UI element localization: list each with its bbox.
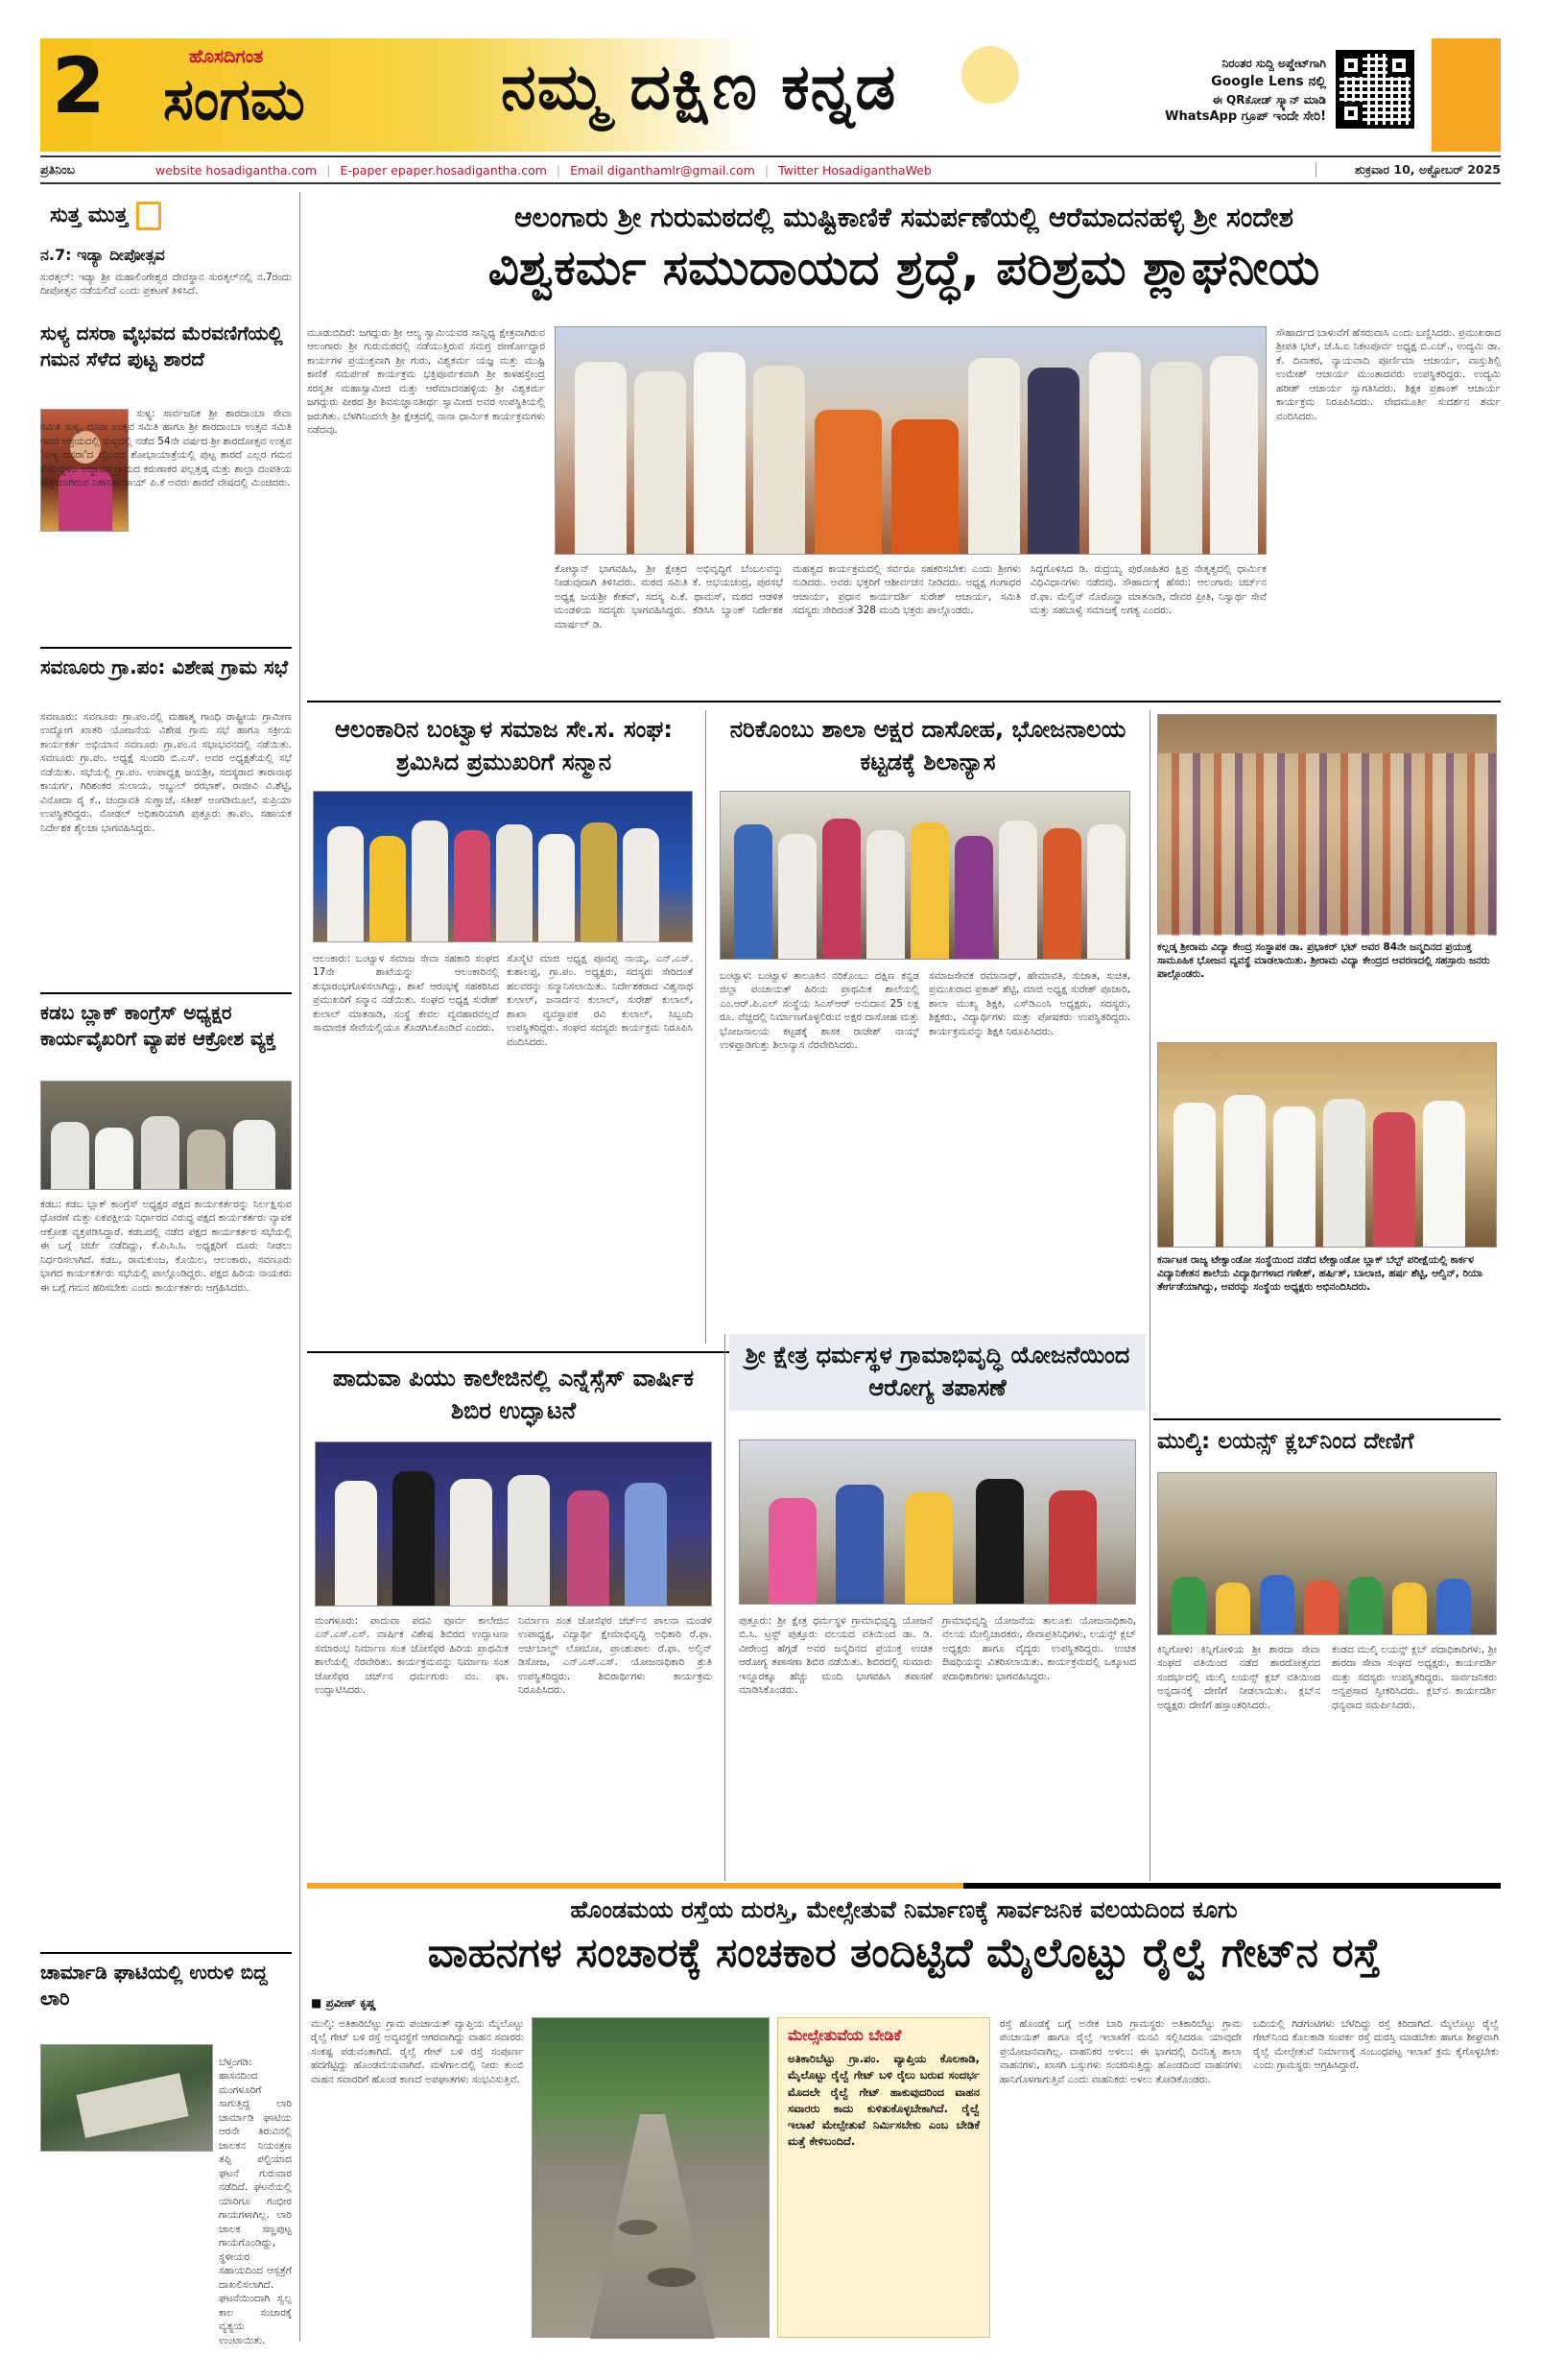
masthead-orange-tab: [1432, 38, 1501, 152]
brief-title: ಚಾರ್ಮಾಡಿ ಘಾಟಿಯಲ್ಲಿ ಉರುಳಿ ಬಿದ್ದ ಲಾರಿ: [40, 1961, 268, 2010]
mass-lunch-photo: [1157, 714, 1497, 935]
photo-caption: ಕರ್ನಾಟಕ ರಾಜ್ಯ ಟೇಕ್ವಾಂಡೋ ಸಂಸ್ಥೆಯಿಂದ ನಡೆದ ಟೇಕ್ವಾಂಡೋ ಬ್ಲಾಕ್ ಬೆಲ್ಟ್ ಪರೀಕ್ಷೆಯಲ್ಲಿ ಕಾರ್ಕಳ ವಿದ್ಯಾನಿಕೇತನ ಶಾಲೆಯ ವಿದ್ಯಾರ್ಥಿಗಳಾದ ಗಣೇಶ್, ಹರ್ಷಿತ್, ಬಾಲಾಜಿ, ಹರ್ಷ ಶೆಟ್ಟಿ, ಆಲ್ವಿನ್, ರಿಯಾ ತೇರ್ಗಡೆಯಾಗಿದ್ದು, ಅವರನ್ನು ಸಂಸ್ಥೆಯ ಅಧ್ಯಕ್ಷರು ಅಭಿನಂದಿಸಿದರು.: [1157, 1254, 1483, 1294]
road-col-2: ರಸ್ತೆ ಹೊಂಡಕ್ಕೆ ಬಗ್ಗೆ ಅನೇಕ ಬಾರಿ ಗ್ರಾಮಸ್ಥರು ಅತಿಕಾರಿಬೆಟ್ಟು ಗ್ರಾಮ ಪಂಚಾಯತ್ ಹಾಗೂ ರೈಲ್ವೆ ಇಲಾಖೆಗೆ ಮನವಿ ಸಲ್ಲಿಸಿದರೂ ಯಾವುದೇ ಪ್ರಯೋಜನವಾಗಿಲ್ಲ. ವಾಹನಿಕರ ಅಳಲು: ಈ ಭಾಗದಲ್ಲಿ ದಿನನಿತ್ಯ ಶಾಲಾ ವಾಹನಗಳು, ಖಾಸಗಿ ಬಸ್ಸುಗಳು ಸಂಚರಿಸುತ್ತಿದ್ದು ಹೊಂಡದಿಂದ ವಾಹನಗಳು ಹಾನಿಗೊಳಗಾಗುತ್ತಿವೆ ಎಂದು ವಾಹನಿಕರು ಅಳಲು ತೋಡಿಕೊಂಡರು.: [1000, 2018, 1245, 2085]
lead-kicker: ಆಲಂಗಾರು ಶ್ರೀ ಗುರುಮಠದಲ್ಲಿ ಮುಷ್ಟಿಕಾಣಿಕೆ ಸಮರ್ಪಣೆಯಲ್ಲಿ ಆರೆಮಾದನಹಳ್ಳಿ ಶ್ರೀ ಸಂದೇಶ: [514, 202, 1293, 233]
brief-text: ಸವಣೂರು: ಸವಣೂರು ಗ್ರಾ.ಪಂ.ನಲ್ಲಿ ಮಹಾತ್ಮ ಗಾಂಧಿ ರಾಷ್ಟ್ರೀಯ ಗ್ರಾಮೀಣ ಉದ್ಯೋಗ ಖಾತರಿ ಯೋಜನೆಯ ವಿಶೇಷ ಗ್ರಾಮ ಸಭೆ ಹಾಗೂ ಸಕ್ರೀಯ ಕಾರ್ಯಕರ್ತ ಅಭಿಯಾನ ಸವಣೂರು ಗ್ರಾ.ಪಂ.ನ ಸಭಾಭವನದಲ್ಲಿ ನಡೆಯಿತು. ಸವಣೂರು ಗ್ರಾ.ಪಂ. ಅಧ್ಯಕ್ಷೆ ಸುಂದರಿ ಬಿ.ಎಸ್. ಅವರ ಅಧ್ಯಕ್ಷತೆಯಲ್ಲಿ ಸಭೆ ನಡೆಯಿತು. ಸಭೆಯಲ್ಲಿ ಗ್ರಾ.ಪಂ. ಉಪಾಧ್ಯಕ್ಷ ಜಯಶ್ರೀ, ಸದಸ್ಯರಾದ ತಾರಾನಾಥ ಕಾಯರ್ಗ, ಗಿರಿಶಂಕರ ಸುಲಾಯ, ಅಬ್ದುಲ್ ರಝಾಕ್, ರಾಜೀವಿ ವಿ.ಶೆಟ್ಟಿ, ವಿನೋದಾ ರೈ ಕೆ., ಚಂದ್ರಾವತಿ ಸುಣ್ಣಾಜೆ, ಸತೀಶ್ ಅಂಗಡಿಮೂಲೆ, ಸುಪ್ರಿಯಾ ಉಪಸ್ಥಿತರಿದ್ದರು. ನೋಡಲ್ ಅಧಿಕಾರಿಯಾಗಿ ಪುತ್ತೂರು ತಾ.ಪಂ. ಸಹಾಯಕ ನಿರ್ದೇಶಕ ಶೈಲಜಾ ಭಾಗವಹಿಸಿದ್ದರು.: [40, 711, 296, 834]
lead-col-1: ಮೂಡುಬಿದಿರೆ: ಜಗದ್ಗುರು ಶ್ರೀ ಆಲ್ಯ ಸ್ವಾಮಿಯವರ ಸಾನ್ನಿಧ್ಯ ಕ್ಷೇತ್ರವಾಗಿರುವ ಆಲಂಗಾರು ಶ್ರೀ ಗುರುಮಠದಲ್ಲಿ ನಡೆಯುತ್ತಿರುವ ಸಮಗ್ರ ಜೀರ್ಣೋದ್ಧಾರ ಕಾರ್ಯಗಳ ಪ್ರಯುಕ್ತವಾಗಿ ಶ್ರೀ ಗುರು, ವಿಶ್ವಕರ್ಮ ಯಜ್ಞ ಮತ್ತು ಮುಷ್ಟಿ ಕಾಣಿಕೆ ಸಮರ್ಪಣೆ ಕಾರ್ಯಕ್ರಮ ಭಕ್ತಿಪೂರ್ವಕವಾಗಿ ಶ್ರೀ ಕಾಳಹಸ್ತೇಂದ್ರ ಸರಸ್ವತೀ ಮಹಾಸ್ವಾಮೀಜಿ ಮತ್ತು ಆರೆಮಾದನಹಳ್ಳಿಯ ಶ್ರೀ ವಿಶ್ವಕರ್ಮ ಜಗದ್ಗುರು ಪೀಠದ ಶ್ರೀ ಶಿವಸುಜ್ಞಾನತೀರ್ಥ ಸ್ವಾಮೀಜಿ ಅವರ ಉಪಸ್ಥಿತಿಯಲ್ಲಿ ಜರುಗಿತು. ಬೆಳಗಿನಿಂದಲೇ ಶ್ರೀ ಕ್ಷೇತ್ರದಲ್ಲಿ ನಾನಾ ಧಾರ್ಮಿಕ ಕಾರ್ಯಕ್ರಮಗಳು ನಡೆದವು.: [307, 327, 549, 437]
narikombu-col-1: ಬಂಟ್ವಾಳ: ಬಂಟ್ವಾಳ ತಾಲೂಕಿನ ನರಿಕೊಂಬು ದಕ್ಷಿಣ ಕನ್ನಡ ಜಿಲ್ಲಾ ಪಂಚಾಯತ್ ಹಿರಿಯ ಪ್ರಾಥಮಿಕ ಶಾಲೆಯಲ್ಲಿ ಎಂ.ಆರ್.ಪಿ.ಎಲ್ ಸಂಸ್ಥೆಯ ಸಿಎಸ್‌ಆರ್ ಅನುದಾನ 25 ಲಕ್ಷ ರೂ. ವೆಚ್ಚದಲ್ಲಿ ನಿರ್ಮಾಣಗೊಳ್ಳಲಿರುವ ಅಕ್ಷರ ದಾಸೋಹ ಮತ್ತು ಭೋಜನಾಲಯ ಕಟ್ಟಡಕ್ಕೆ ಶಾಸಕ ರಾಜೇಶ್ ನಾಯ್ಕ್ ಉಳಿಪ್ಪಾಡಿಗುತ್ತು ಶಿಲಾನ್ಯಾಸ ನೆರವೇರಿಸಿದರು.: [720, 970, 923, 1052]
story-mulki: [1153, 1418, 1501, 1879]
info-bar: ಪ್ರತಿನಿಂಬ website hosadigantha.com | E-paper epaper.hosadigantha.com | Email diganthamlr@gmail.com | Twitter HosadiganthaWeb ಶುಕ್ರವಾರ 10, ಅಕ್ಟೋಬರ್ 2025: [40, 155, 1501, 184]
email-link[interactable]: Email diganthamlr@gmail.com: [570, 162, 755, 178]
epaper-link[interactable]: E-paper epaper.hosadigantha.com: [340, 162, 547, 178]
book-icon: [136, 202, 161, 230]
lead-col-2: ಕೋಟ್ಯಾನ್ ಭಾಗವಹಿಸಿ, ಶ್ರೀ ಕ್ಷೇತ್ರದ ಅಭಿವೃದ್ಧಿಗೆ ಬೆಂಬಲವನ್ನು ನೀಡುವುದಾಗಿ ತಿಳಿಸಿದರು. ಮಠದ ಸಮಿತಿ ಕೆ. ಅಭಯಚಂದ್ರ, ಪುರಸಭೆ ಅಧ್ಯಕ್ಷ ಜಯಶ್ರೀ ಕೇಶವ್, ಸದಸ್ಯ ಪಿ.ಕೆ. ಥಾಮಸ್, ಮಠದ ಆಡಳಿತ ಮಂಡಳಿಯ ಸದಸ್ಯರು ಭಾಗವಹಿಸಿದ್ದರು. ಕೆಡಿಸಿಸಿ ಬ್ಯಾಂಕ್ ನಿರ್ದೇಶಕ ಮಾರ್ಷಲ್ ಡಿ.: [555, 563, 787, 631]
box-text: ಅತಿಕಾರಿಬೆಟ್ಟು ಗ್ರಾ.ಪಂ. ವ್ಯಾಪ್ತಿಯ ಕೊಲಕಾಡಿ, ಮೈಲೊಟ್ಟು ರೈಲ್ವೆ ಗೇಟ್ ಬಳಿ ರೈಲು ಬರುವ ಸಂದರ್ಭ ಮೊದಲೇ ರೈಲ್ವೆ ಗೇಟ್ ಹಾಕುವುದರಿಂದ ವಾಹನ ಸವಾರರು ಕಾದು ಕುಳಿತುಕೊಳ್ಳಬೇಕಾಗಿದೆ. ರೈಲ್ವೆ ಇಲಾಖೆ ಮೇಲ್ಸೇತುವೆ ನಿರ್ಮಿಸಬೇಕು ಎಂಬ ಬೇಡಿಕೆ ಮತ್ತೆ ಕೇಳಿಬಂದಿದೆ.: [788, 2052, 980, 2149]
dharmasthala-col-2: ಗ್ರಾಮಾಭಿವೃದ್ಧಿ ಯೋಜನೆಯ ತಾಲೂಕು ಯೋಜನಾಧಿಕಾರಿ, ವಲಯ ಮೇಲ್ವಿಚಾರಕರು, ಸೇವಾಪ್ರತಿನಿಧಿಗಳು, ಲಯನ್ಸ್ ಕ್ಲಬ್ ಅಧ್ಯಕ್ಷರು ಹಾಗೂ ವೈದ್ಯರು ಉಪಸ್ಥಿತರಿದ್ದರು. ಉಚಿತ ಔಷಧಿಯನ್ನು ವಿತರಿಸಲಾಯಿತು. ಕಾರ್ಯಕ್ರಮದಲ್ಲಿ ಒಕ್ಕೂಟದ ಪದಾಧಿಕಾರಿಗಳು ಭಾಗವಹಿಸಿದ್ದರು.: [942, 1615, 1140, 1682]
lead-photo-ceremony: [555, 326, 1267, 555]
bantwal-felicitation-photo: [313, 791, 693, 942]
road-col-3: ಬದಿಯಲ್ಲಿ ಗಿಡಗಂಟಿಗಳು ಬೆಳೆದಿದ್ದು ರಸ್ತೆ ಕಿರಿದಾಗಿದೆ. ಮೈಲೊಟ್ಟು ರೈಲ್ವೆ ಗೇಟ್‌ನಿಂದ ಕೊಲಕಾಡಿ ಸಂಪರ್ಕ ರಸ್ತೆ ದುರಸ್ತಿ ಮಾಡಬೇಕು ಹಾಗೂ ಶೀಘ್ರವಾಗಿ ರೈಲ್ವೆ ಮೇಲ್ಸೇತುವೆ ನಿರ್ಮಾಣಕ್ಕೆ ಸಂಬಂಧಪಟ್ಟ ಇಲಾಖೆ ಕ್ರಮ ಕೈಗೊಳ್ಳಬೇಕು ಎಂದು ಗ್ರಾಮಸ್ಥರು ಆಗ್ರಹಿಸಿದ್ದಾರೆ.: [1253, 2018, 1503, 2072]
brief-text: ಸುರತ್ಕಲ್: ಇಡ್ಯಾ ಶ್ರೀ ಮಹಾಲಿಂಗೇಶ್ವರ ದೇವಸ್ಥಾನ ಸುರತ್ಕಲ್‌ನಲ್ಲಿ ನ.7ರಂದು ದೀಪೋತ್ಸವ ನಡೆಯಲಿದೆ ಎಂದು ಪ್ರಕಟಣೆ ತಿಳಿಸಿದೆ.: [40, 272, 296, 298]
narikombu-foundation-photo: [720, 791, 1130, 960]
qr-code-icon[interactable]: [1336, 50, 1414, 129]
paaduva-col-1: ಮಂಗಳೂರು: ಪಾದುವಾ ಪದವಿ ಪೂರ್ವ ಕಾಲೇಜಿನ ಎನ್.ಎಸ್.ಎಸ್. ವಾರ್ಷಿಕ ವಿಶೇಷ ಶಿಬಿರದ ಉದ್ಘಾಟನಾ ಸಮಾರಂಭ ನಿರ್ಮಾಣ ಸಂತ ಜೋಸೆಫರ ಹಿರಿಯ ಪ್ರಾಥಮಿಕ ಶಾಲೆಯಲ್ಲಿ ನೆರವೇರಿತು. ಕಾರ್ಯಕ್ರಮವನ್ನು ನಿರ್ಮಾಣ ಸಂತ ಜೋಸೆಫರ ಚರ್ಚ್‌ನ ಧರ್ಮಗುರು ವಂ. ಫಾ. ಉದ್ಘಾಟಿಸಿದರು.: [315, 1615, 512, 1697]
story-headline: ಆಲಂಕಾರಿನ ಬಂಟ್ವಾಳ ಸಮಾಜ ಸೇ.ಸ. ಸಂಘ: ಶ್ರಮಿಸಿದ ಪ್ರಮುಖರಿಗೆ ಸನ್ಮಾನ: [335, 716, 673, 775]
congress-meeting-photo: [40, 1081, 292, 1190]
photo-caption: ಕಲ್ಲಡ್ಕ ಶ್ರೀರಾಮ ವಿದ್ಯಾ ಕೇಂದ್ರ ಸಂಸ್ಥಾಪಕ ಡಾ. ಪ್ರಭಾಕರ್ ಭಟ್ ಅವರ 84ನೇ ಜನ್ಮದಿನದ ಪ್ರಯುಕ್ತ ಸಾಮೂಹಿಕ ಭೋಜನ ವ್ಯವಸ್ಥೆ ಮಾಡಲಾಯಿತು. ಶ್ರೀರಾಮ ವಿದ್ಯಾ ಕೇಂದ್ರದ ಆವರಣದಲ್ಲಿ ಸಹಸ್ರಾರು ಜನರು ಪಾಲ್ಗೊಂಡರು.: [1157, 941, 1490, 981]
brand-small: ಹೊಸದಿಗಂತ: [189, 46, 264, 67]
sidebar-box: [777, 2017, 990, 2338]
lions-club-photo: [1157, 1472, 1497, 1635]
masthead: [40, 38, 1501, 152]
story-headline: ನರಿಕೊಂಬು ಶಾಲಾ ಅಕ್ಷರ ದಾಸೋಹ, ಭೋಜನಾಲಯ ಕಟ್ಟಡಕ್ಕೆ ಶಿಲಾನ್ಯಾಸ: [729, 716, 1126, 775]
byline: ■ ಪ್ರವೀಣ್ ಕೃಷ್ಣ: [311, 1996, 376, 2010]
story-headline: ಪಾದುವಾ ಪಿಯು ಕಾಲೇಜಿನಲ್ಲಿ ಎನ್ನೆಸ್ಸೆಸ್ ವಾರ್ಷಿಕ ಶಿಬಿರ ಉದ್ಘಾಟನೆ: [332, 1365, 695, 1424]
box-title: ಮೇಲ್ಸೇತುವೆಯ ಬೇಡಿಕೆ: [788, 2026, 902, 2044]
lead-headline: ವಿಶ್ವಕರ್ಮ ಸಮುದಾಯದ ಶ್ರದ್ಧೆ, ಪರಿಶ್ರಮ ಶ್ಲಾಘನೀಯ: [487, 240, 1320, 296]
narikombu-col-2: ಸಮಾಜಸೇವಕ ರಮಾನಾಥ್, ಹೇಮಾವತಿ, ಸುಜಾತ, ಸುಚಿತ, ಪ್ರಮುಖರಾದ ಪ್ರಕಾಶ್ ಶೆಟ್ಟಿ, ಮಾಜಿ ಅಧ್ಯಕ್ಷ ಸುರೇಶ್ ಪೂಜಾರಿ, ಶಾಲಾ ಮುಖ್ಯ ಶಿಕ್ಷಕಿ, ಎಸ್‌ಡಿಎಂಸಿ ಅಧ್ಯಕ್ಷರು, ಸದಸ್ಯರು, ಶಿಕ್ಷಕರು, ವಿದ್ಯಾರ್ಥಿಗಳು ಮತ್ತು ಪೋಷಕರು ಉಪಸ್ಥಿತರಿದ್ದರು. ಕಾರ್ಯಕ್ರಮವನ್ನು ಶಿಕ್ಷಕಿ ನಿರೂಪಿಸಿದರು.: [929, 970, 1134, 1037]
lead-col-4: ಸಿದ್ಧಗೊಳಿಸಿದ ಡಿ. ರುದ್ರಯ್ಯ ಪುರೋಹಿತರ ಕ್ಷಿಪ್ರ ನೇತೃತ್ವದಲ್ಲಿ ಧಾರ್ಮಿಕ ವಿಧಿವಿಧಾನಗಳು ನಡೆದವು. ಸೌಹಾರ್ದಕ್ಕೆ ಹೆಸರು: ಆಲಂಗಾರು ಚರ್ಚ್‌ನ ರೆ.ಫಾ. ಮೆಲ್ವಿನ್ ನೊರೊನ್ಹಾ ಮಾತನಾಡಿ, ದೇವರ ಪ್ರೀತಿ, ನಿಸ್ವಾರ್ಥ ಸೇವೆ ಮತ್ತು ಸಹಬಾಳ್ವೆ ಸಮಾಜಕ್ಕೆ ಅಗತ್ಯ ಎಂದರು.: [1031, 563, 1270, 617]
promo-text: ನಿರಂತರ ಸುದ್ದಿ ಅಪ್ಡೇಟ್‌ಗಾಗಿ Google Lens ನಲ್ಲಿ ಈ QRಕೋಡ್ ಸ್ಕ್ಯಾನ್ ಮಾಡಿ WhatsApp ಗ್ರೂಪ್ ಇಂದೇ ಸೇರಿ!: [1165, 57, 1326, 125]
sun-decoration: [961, 46, 1019, 104]
lead-col-3: ಮಹತ್ವದ ಕಾರ್ಯಕ್ರಮದಲ್ಲಿ ಸರ್ವರೂ ಸಹಕರಿಸಬೇಕು ಎಂದು ಶ್ರೀಗಳು ನುಡಿದರು. ಅವರು ಭಕ್ತರಿಗೆ ಆಶೀರ್ವಚನ ನೀಡಿದರು. ಅಧ್ಯಕ್ಷ ಗಂಗಾಧರ ಆಚಾರ್ಯ, ಪ್ರಧಾನ ಕಾರ್ಯದರ್ಶಿ ಸುರೇಶ್ ಆಚಾರ್ಯ, ಸಮಿತಿ ಸದಸ್ಯರು ಸೇರಿದಂತೆ 328 ಮಂದಿ ಭಕ್ತರು ಪಾಲ್ಗೊಂಡರು.: [793, 563, 1025, 617]
road-kicker: ಹೊಂಡಮಯ ರಸ್ತೆಯ ದುರಸ್ತಿ, ಮೇಲ್ಸೇತುವೆ ನಿರ್ಮಾಣಕ್ಕೆ ಸಾರ್ವಜನಿಕ ವಲಯದಿಂದ ಕೂಗು: [570, 1896, 1238, 1923]
story-paaduva: [307, 1359, 720, 1877]
brief-title: ಸುಳ್ಯ ದಸರಾ ವೈಭವದ ಮೆರವಣಿಗೆಯಲ್ಲಿ ಗಮನ ಸೆಳೆದ ಪುಟ್ಟ ಶಾರದೆ: [40, 321, 283, 370]
road-col-1: ಮುಲ್ಕಿ: ಅತಿಕಾರಿಬೆಟ್ಟು ಗ್ರಾಮ ಪಂಚಾಯತ್ ವ್ಯಾಪ್ತಿಯ ಮೈಲೊಟ್ಟು ರೈಲ್ವೆ ಗೇಟ್ ಬಳಿ ರಸ್ತೆ ಅವ್ಯವಸ್ಥೆಗೆ ಆಗರವಾಗಿದ್ದು ವಾಹನ ಸವಾರರು ಸಂಕಷ್ಟ ಪಡುವಂತಾಗಿದೆ. ರೈಲ್ವೆ ಗೇಟ್ ಬಳಿ ರಸ್ತೆ ಸಂಪೂರ್ಣ ಹದಗೆಟ್ಟಿದ್ದು ಹೊಂಡಮಯವಾಗಿದೆ. ಮಳೆಗಾಲದಲ್ಲಿ ನೀರು ತುಂಬಿ ವಾಹನ ಸವಾರರಿಗೆ ಹೊಂಡ ಕಾಣದೆ ಅಪಘಾತಗಳು ಸಂಭವಿಸುತ್ತಿವೆ.: [311, 2018, 528, 2085]
paaduva-col-2: ನಿರ್ಮಾಣ ಸಂತ ಜೋಸೆಫರ ಚರ್ಚ್‌ನ ಪಾಲನಾ ಮಂಡಳಿ ಉಪಾಧ್ಯಕ್ಷ, ವಿದ್ಯಾರ್ಥಿ ಕ್ಷೇಮಾಭಿವೃದ್ಧಿ ಅಧಿಕಾರಿ ರೆ.ಫಾ. ಅರ್ಚಿಬಾಲ್ಡ್ ಲೋಬೋ, ಪ್ರಾಂಶುಪಾಲ ರೆ.ಫಾ. ಅಲ್ವಿನ್ ಡಿಸೋಜ, ಎನ್.ಎಸ್.ಎಸ್. ಯೋಜನಾಧಿಕಾರಿ ಶ್ರುತಿ ಉಪಸ್ಥಿತರಿದ್ದರು. ಶಿಬಿರಾರ್ಥಿಗಳು ಕಾರ್ಯಕ್ರಮ ನಿರೂಪಿಸಿದರು.: [518, 1615, 716, 1697]
brief-title: ನ.7: ಇಡ್ಯಾ ದೀಪೋತ್ಸವ: [40, 246, 165, 264]
brief-title: ಸವಣೂರು ಗ್ರಾ.ಪಂ: ವಿಶೇಷ ಗ್ರಾಮ ಸಭೆ: [40, 655, 289, 678]
lead-col-5: ಸೌಹಾರ್ದದ ಬಾಳುವೆಗೆ ಹೆಸರುವಾಸಿ ಎಂದು ಬಣ್ಣಿಸಿದರು. ಪ್ರಮುಖರಾದ ಶ್ರೀಪತಿ ಭಟ್, ಜೆ.ಸಿ.ಐ ನಿಕಟಪೂರ್ವ ಅಧ್ಯಕ್ಷ ಬಿ.ಎಚ್., ಉದ್ಯಮಿ ಡಾ. ಕೆ. ದಿವಾಕರ, ನ್ಯಾಯವಾದಿ ಪೂರ್ಣಿಮಾ ಆಚಾರ್ಯ, ವಾಸ್ತುಶಿಲ್ಪಿ ಉಮೇಶ್ ಆಚಾರ್ಯ ಮುಂತಾದವರು ಉಪಸ್ಥಿತರಿದ್ದರು. ಉದ್ಯಮಿ ಹರೀಶ್ ಆಚಾರ್ಯ ಸ್ವಾಗತಿಸಿದರು. ಶಿಕ್ಷಕ ಪ್ರಶಾಂತ್ ಆಚಾರ್ಯ ಕಾರ್ಯಕ್ರಮ ನಿರೂಪಿಸಿದರು. ವೇದಮೂರ್ತಿ ಸುದರ್ಶನ ಶರ್ಮ ವಂದಿಸಿದರು.: [1276, 327, 1505, 422]
mulki-col-1: ಕಿನ್ನಿಗೋಳಿ: ಕಿನ್ನಿಗೋಳಿಯ ಶ್ರೀ ಶಾರದಾ ಸೇವಾ ಸಂಘದ ವತಿಯಿಂದ ನಡೆದ ಶಾರದೋತ್ಸವದ ಸಂದರ್ಭದಲ್ಲಿ ಮುಲ್ಕಿ ಲಯನ್ಸ್ ಕ್ಲಬ್ ವತಿಯಿಂದ ಅನ್ನದಾನಕ್ಕೆ ದೇಣಿಗೆ ನೀಡಲಾಯಿತು. ಕ್ಲಬ್‌ನ ಅಧ್ಯಕ್ಷರು ದೇಣಿಗೆ ಹಸ್ತಾಂತರಿಸಿದರು.: [1157, 1644, 1324, 1711]
dharmasthala-col-1: ಪುತ್ತೂರು: ಶ್ರೀ ಕ್ಷೇತ್ರ ಧರ್ಮಸ್ಥಳ ಗ್ರಾಮಾಭಿವೃದ್ಧಿ ಯೋಜನೆ ಬಿ.ಸಿ. ಟ್ರಸ್ಟ್ ಪುತ್ತೂರು ವಲಯದ ವತಿಯಿಂದ ಡಾ. ಡಿ. ವೀರೇಂದ್ರ ಹೆಗ್ಗಡೆ ಅವರ ಜನ್ಮದಿನದ ಪ್ರಯುಕ್ತ ಉಚಿತ ಆರೋಗ್ಯ ತಪಾಸಣಾ ಶಿಬಿರ ನಡೆಯಿತು. ಶಿಬಿರದಲ್ಲಿ ಸುಮಾರು ಇನ್ನೂರಕ್ಕೂ ಹೆಚ್ಚು ಮಂದಿ ಭಾಗವಹಿಸಿ ತಪಾಸಣೆ ಮಾಡಿಸಿಕೊಂಡರು.: [739, 1615, 936, 1697]
masthead-tag: ಪ್ರತಿನಿಂಬ: [40, 162, 76, 177]
brief-text: ಸುಳ್ಯ: ಸಾರ್ವಜನಿಕ ಶ್ರೀ ಶಾರದಾಂಬಾ ಸೇವಾ ಸಮಿತಿ ಸುಳ್ಯ, ದಸರಾ ಉತ್ಸವ ಸಮಿತಿ ಹಾಗೂ ಶ್ರೀ ಶಾರದಾಂಬಾ ಉತ್ಸವ ಸಮಿತಿ ಇದರ ಆಶ್ರಯದಲ್ಲಿ ಸುಳ್ಯದಲ್ಲಿ ನಡೆದ 54ನೇ ವರ್ಷದ ಶ್ರೀ ಶಾರದೋತ್ಸವ ಉತ್ಸವ 'ಸುಳ್ಯ ದಸರಾ'ದ ವೈಭವದ ಶೋಭಾಯಾತ್ರೆಯಲ್ಲಿ ಪುಟ್ಟ ಶಾರದೆ ಎಲ್ಲರ ಗಮನ ಸೆಳೆದಿದ್ದಳು. ಅಜ್ಜಾವರ ಗ್ರಾಮದ ಕರುಣಾಕರ ಪಲ್ಲತ್ತಡ್ಕ ಮತ್ತು ಶಾಲ್ಪಾ ದಂಪತಿಯ ಪುತ್ರಿಯಾಗಿರುವ ನಿಶಾನಿಕಾ ರಾಯ್ ಪಿ.ಕೆ ಅವರು ಶಾರದೆ ವೇಷದಲ್ಲಿ ಮಿಂಚಿದರು.: [40, 408, 296, 489]
story-narikombu: [710, 710, 1146, 1344]
story-bantwal: [307, 710, 700, 1344]
lead-story: [307, 194, 1505, 693]
bantwal-col-1: ಆಲಂಕಾರು: ಬಂಟ್ವಾಳ ಸಮಾಜ ಸೇವಾ ಸಹಕಾರಿ ಸಂಘದ 17ನೇ ಶಾಖೆಯನ್ನು ಆಲಂಕಾರಿನಲ್ಲಿ ಶುಭಾರಂಭಗೊಳಿಸಲಾಗಿದ್ದು, ಶಾಖೆ ಆರಂಭಕ್ಕೆ ಸಹಕರಿಸಿದ ಪ್ರಮುಖರಿಗೆ ಸನ್ಮಾನ ನಡೆಯಿತು. ಸಂಘದ ಅಧ್ಯಕ್ಷ ಸುರೇಶ್ ಕುಲಾಲ್ ಮಾತನಾಡಿ, ಸಂಸ್ಥೆ ಕೇವಲ ವ್ಯವಹಾರವಲ್ಲದೆ ಸಾಮಾಜಿಕ ಸೇವೆಯಲ್ಲಿಯೂ ತೊಡಗಿಸಿಕೊಂಡಿದೆ ಎಂದರು.: [313, 953, 503, 1035]
damaged-road-photo: [532, 2017, 770, 2338]
nss-camp-photo: [315, 1441, 712, 1606]
health-camp-photo: [739, 1440, 1136, 1605]
story-sports: [1153, 710, 1501, 1411]
section-title: ಸಂಗಮ: [163, 66, 305, 133]
brief-title: ಕಡಬ ಬ್ಲಾಕ್ ಕಾಂಗ್ರೆಸ್ ಅಧ್ಯಕ್ಷರ ಕಾರ್ಯವೈಖರಿಗೆ ವ್ಯಾಪಕ ಆಕ್ರೋಶ ವ್ಯಕ್ತ: [40, 1001, 276, 1050]
section-heading: ಸುತ್ತ ಮುತ್ತ: [50, 203, 129, 227]
brief-text: ಬೆಳ್ತಂಗಡಿ: ಹಾಸನದಿಂದ ಮಂಗಳೂರಿಗೆ ಸಾಗುತ್ತಿದ್ದ ಲಾರಿ ಚಾರ್ಮಾಡಿ ಘಾಟಿಯ ಆರನೇ ತಿರುವಿನಲ್ಲಿ ಚಾಲಕನ ನಿಯಂತ್ರಣ ತಪ್ಪಿ ಪಲ್ಟಿಯಾದ ಘಟನೆ ಗುರುವಾರ ನಡೆದಿದೆ. ಘಟನೆಯಲ್ಲಿ ಯಾರಿಗೂ ಗಂಭೀರ ಗಾಯಗಳಾಗಿಲ್ಲ. ಲಾರಿ ಚಾಲಕ ಸಣ್ಣಪುಟ್ಟ ಗಾಯಗೊಂಡಿದ್ದು, ಸ್ಥಳೀಯರ ಸಹಾಯದಿಂದ ಆಸ್ಪತ್ರೆಗೆ ದಾಖಲಿಸಲಾಗಿದೆ. ಘಟನೆಯಿಂದಾಗಿ ಸ್ವಲ್ಪ ಕಾಲ ಸಂಚಾರಕ್ಕೆ ವ್ಯತ್ಯಯ ಉಂಟಾಯಿತು.: [219, 2057, 296, 2346]
bantwal-col-2: ಸೊಸೈಟಿ ಮಾಜಿ ಅಧ್ಯಕ್ಷ ಪೂವಪ್ಪ ನಾಯ್ಕ, ಎನ್.ಎಸ್. ಕುಶಾಲಪ್ಪ, ಗ್ರಾ.ಪಂ. ಅಧ್ಯಕ್ಷರು, ಸದಸ್ಯರು ಸೇರಿದಂತೆ ಹಲವರನ್ನು ಸನ್ಮಾನಿಸಲಾಯಿತು. ನಿರ್ದೇಶಕರಾದ ವಿಶ್ವನಾಥ ಕುಲಾಲ್, ಜನಾರ್ದನ ಕುಲಾಲ್, ಸುರೇಶ್ ಕುಲಾಲ್, ಶಾಖಾ ವ್ಯವಸ್ಥಾಪಕ ರವಿ ಕುಲಾಲ್, ಸಿಬ್ಬಂದಿ ಉಪಸ್ಥಿತರಿದ್ದರು. ಸಂಘದ ಸದಸ್ಯರು ಕಾರ್ಯಕ್ರಮ ನಿರೂಪಿಸಿ ವಂದಿಸಿದರು.: [507, 953, 697, 1048]
taekwondo-photo: [1157, 1042, 1497, 1248]
left-column: [40, 192, 296, 2346]
story-road: [307, 1892, 1501, 2344]
story-headline: ಮುಲ್ಕಿ: ಲಯನ್ಸ್ ಕ್ಲಬ್‌ನಿಂದ ದೇಣಿಗೆ: [1157, 1429, 1414, 1454]
issue-date: ಶುಕ್ರವಾರ 10, ಅಕ್ಟೋಬರ್ 2025: [1316, 162, 1501, 178]
story-dharmasthala: [729, 1334, 1146, 1877]
twitter-link[interactable]: Twitter HosadiganthaWeb: [778, 162, 932, 178]
story-headline: ಶ್ರೀ ಕ್ಷೇತ್ರ ಧರ್ಮಸ್ಥಳ ಗ್ರಾಮಾಭಿವೃದ್ಧಿ ಯೋಜನೆಯಿಂದ ಆರೋಗ್ಯ ತಪಾಸಣೆ: [745, 1342, 1130, 1401]
road-headline: ವಾಹನಗಳ ಸಂಚಾರಕ್ಕೆ ಸಂಚಕಾರ ತಂದಿಟ್ಟಿದೆ ಮೈಲೊಟ್ಟು ರೈಲ್ವೆ ಗೇಟ್‌ನ ರಸ್ತೆ: [427, 1929, 1381, 1976]
road-story-divider: [307, 1883, 1501, 1889]
page-number: 2: [52, 41, 106, 131]
mulki-col-2: ಕಂಡದ ಮುಲ್ಕಿ ಲಯನ್ಸ್ ಕ್ಲಬ್ ಪದಾಧಿಕಾರಿಗಳು, ಶ್ರೀ ಶಾರದಾ ಸೇವಾ ಸಂಘದ ಅಧ್ಯಕ್ಷರು, ಕಾರ್ಯದರ್ಶಿ ಮತ್ತು ಸದಸ್ಯರು ಉಪಸ್ಥಿತರಿದ್ದರು. ಸಾರ್ವಜನಿಕರು ಅನ್ನಪ್ರಸಾದ ಸ್ವೀಕರಿಸಿದರು. ಕ್ಲಬ್‌ನ ಕಾರ್ಯದರ್ಶಿ ಧನ್ಯವಾದ ಸಮರ್ಪಿಸಿದರು.: [1332, 1644, 1501, 1711]
website-link[interactable]: website hosadigantha.com: [155, 162, 318, 178]
edition-title: ನಮ್ಮ ದಕ್ಷಿಣ ಕನ್ನಡ: [501, 50, 897, 124]
brief-text: ಕಡಬ: ಕಡಬ ಬ್ಲಾಕ್ ಕಾಂಗ್ರೆಸ್ ಅಧ್ಯಕ್ಷರ ಪಕ್ಷದ ಕಾರ್ಯಕರ್ತರನ್ನು ನಿರ್ಲಕ್ಷಿಸುವ ಧೋರಣೆ ಮತ್ತು ಏಕಪಕ್ಷೀಯ ನಿರ್ಧಾರದ ವಿರುದ್ಧ ಪಕ್ಷದ ಕಾರ್ಯಕರ್ತರು ವ್ಯಾಪಕ ಆಕ್ರೋಶ ವ್ಯಕ್ತಪಡಿಸಿದ್ದಾರೆ. ಕಡಬದಲ್ಲಿ ನಡೆದ ಪಕ್ಷದ ಕಾರ್ಯಕರ್ತರ ಸಭೆಯಲ್ಲಿ ಈ ಬಗ್ಗೆ ಚರ್ಚೆ ನಡೆದಿದ್ದು, ಕೆ.ಪಿ.ಸಿ.ಸಿ. ಅಧ್ಯಕ್ಷರಿಗೆ ದೂರು ನೀಡಲು ನಿರ್ಧರಿಸಲಾಗಿದೆ. ಕಡಬ, ರಾಮಕುಂಜ, ಕೊಯಿಲ, ಆಲಂಕಾರು, ಸವಣೂರು ಭಾಗದ ಕಾರ್ಯಕರ್ತರು ಸಭೆಯಲ್ಲಿ ಪಾಲ್ಗೊಂಡಿದ್ದರು. ಪಕ್ಷದ ಹಿರಿಯ ನಾಯಕರು ಈ ಬಗ್ಗೆ ಗಮನ ಹರಿಸಬೇಕು ಎಂದು ಕಾರ್ಯಕರ್ತರು ಆಗ್ರಹಿಸಿದರು.: [40, 1199, 296, 1294]
